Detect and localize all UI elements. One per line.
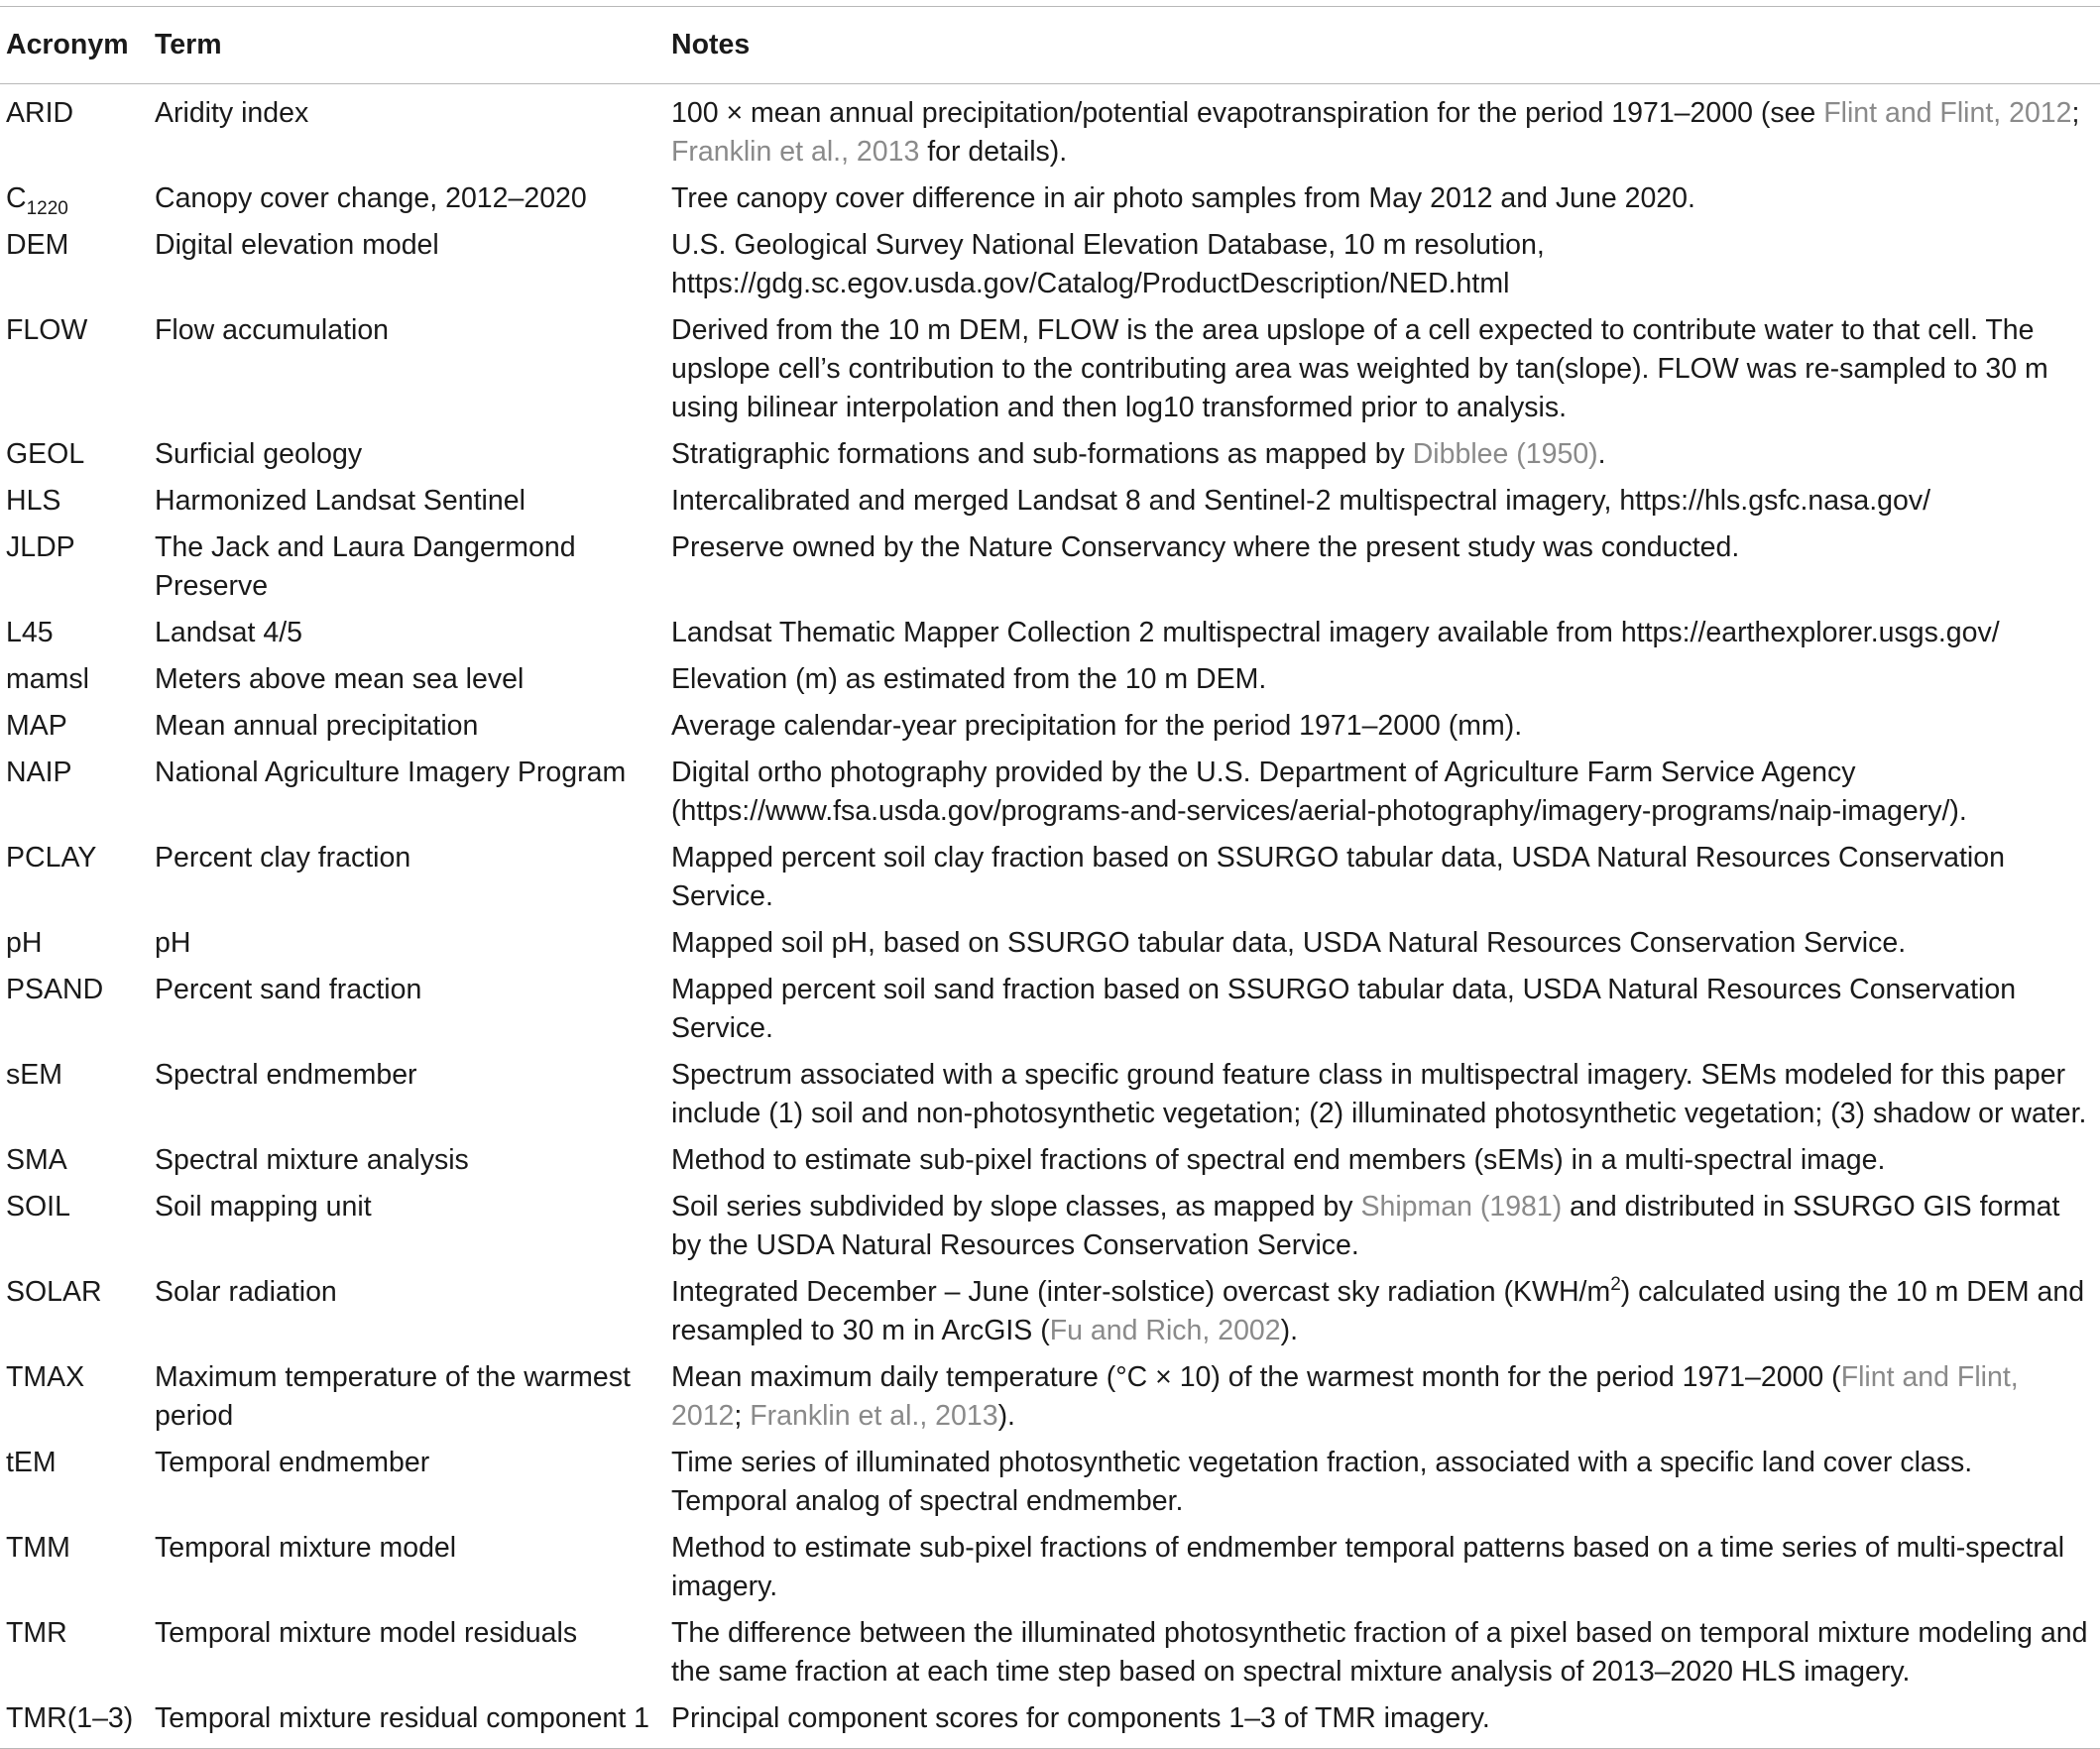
notes-text: 100 × mean annual precipitation/potential evapotranspiration for the period 1971–2000 (see bbox=[671, 97, 1824, 129]
term-cell: Temporal mixture model residuals bbox=[155, 1617, 578, 1649]
acronym-cell: SOLAR bbox=[6, 1276, 102, 1308]
table-row bbox=[0, 1525, 2100, 1610]
acronym-cell: tEM bbox=[6, 1447, 57, 1478]
notes-cell bbox=[665, 431, 2100, 478]
term-cell: Harmonized Landsat Sentinel bbox=[155, 485, 525, 517]
notes-text: Stratigraphic formations and sub-formations as mapped by bbox=[671, 438, 1413, 470]
acronym-cell: GEOL bbox=[6, 438, 85, 470]
notes-text: ) calculated using the 10 m DEM and resampled to 30 m in ArcGIS ( bbox=[671, 1276, 2085, 1346]
acronym-cell: SOIL bbox=[6, 1191, 70, 1223]
acronym-cell: mamsl bbox=[6, 663, 89, 695]
notes-text: and distributed in SSURGO GIS format by the USDA Natural Resources Conservation Service. bbox=[671, 1191, 2060, 1261]
notes-text: Soil series subdivided by slope classes, as mapped by bbox=[671, 1191, 1361, 1223]
table-row bbox=[0, 84, 2100, 176]
notes-cell: Digital ortho photography provided by the U.S. Department of Agriculture Farm Service Agency (https://www.fsa.usda.gov/programs-and-services/aerial-photography/imagery-programs/naip-imagery/). bbox=[671, 757, 1967, 827]
notes-cell: Mapped percent soil sand fraction based on SSURGO tabular data, USDA Natural Resources Conservation Service. bbox=[671, 974, 2017, 1044]
acronym-cell bbox=[0, 175, 149, 222]
acronym-cell: ARID bbox=[6, 97, 74, 129]
term-cell: Temporal mixture residual component 1 bbox=[155, 1702, 649, 1734]
notes-cell: Principal component scores for components 1–3 of TMR imagery. bbox=[671, 1702, 1490, 1734]
term-cell: Surficial geology bbox=[155, 438, 363, 470]
term-cell: Percent clay fraction bbox=[155, 842, 411, 874]
acronym-cell: NAIP bbox=[6, 757, 72, 788]
notes-cell: Mapped soil pH, based on SSURGO tabular data, USDA Natural Resources Conservation Service. bbox=[671, 927, 1907, 959]
acronym-cell: pH bbox=[6, 927, 43, 959]
notes-cell bbox=[665, 1269, 2100, 1354]
table-row bbox=[0, 307, 2100, 431]
header-acronym: Acronym bbox=[6, 29, 129, 60]
table-row bbox=[0, 967, 2100, 1052]
notes-cell: U.S. Geological Survey National Elevation Database, 10 m resolution, https://gdg.sc.egov.usda.gov/Catalog/ProductDescription/NED.html bbox=[671, 229, 1545, 299]
header-notes: Notes bbox=[671, 29, 751, 60]
term-cell: Spectral mixture analysis bbox=[155, 1144, 469, 1176]
term-cell: Digital elevation model bbox=[155, 229, 439, 261]
table-row bbox=[0, 920, 2100, 967]
notes-cell: Average calendar-year precipitation for the period 1971–2000 (mm). bbox=[671, 710, 1523, 742]
table-row bbox=[0, 1354, 2100, 1440]
citation-link[interactable]: Flint and Flint, 2012 bbox=[671, 1361, 2019, 1432]
notes-cell bbox=[665, 1354, 2100, 1440]
notes-text: for details). bbox=[919, 136, 1068, 168]
table-row bbox=[0, 525, 2100, 610]
notes-cell bbox=[665, 1184, 2100, 1269]
citation-link[interactable]: Shipman (1981) bbox=[1360, 1191, 1563, 1223]
acronym-cell: HLS bbox=[6, 485, 61, 517]
glossary-table bbox=[0, 6, 2100, 1749]
notes-cell: Derived from the 10 m DEM, FLOW is the area upslope of a cell expected to contribute water to that cell. The upslope cell’s contribution to the contributing area was weighted by tan(slope). FLOW was re-sampled to 30 m using bilinear interpolation and then log10 transformed prior to analysis. bbox=[671, 314, 2048, 423]
citation-link[interactable]: Dibblee (1950) bbox=[1412, 438, 1598, 470]
term-cell: Aridity index bbox=[155, 97, 309, 129]
notes-cell: The difference between the illuminated photosynthetic fraction of a pixel based on temporal mixture modeling and the same fraction at each time step based on spectral mixture analysis of 2013–2020 HLS imagery. bbox=[671, 1617, 2088, 1688]
citation-link[interactable]: Flint and Flint, 2012 bbox=[1823, 97, 2072, 129]
term-cell: The Jack and Laura Dangermond Preserve bbox=[155, 531, 576, 602]
term-cell: Percent sand fraction bbox=[155, 974, 422, 1005]
table-row bbox=[0, 1269, 2100, 1354]
notes-cell: Method to estimate sub-pixel fractions of endmember temporal patterns based on a time series of multi-spectral imagery. bbox=[671, 1532, 2065, 1602]
term-cell: Landsat 4/5 bbox=[155, 617, 302, 648]
table-row bbox=[0, 1610, 2100, 1695]
acronym-subscript: 1220 bbox=[26, 198, 68, 219]
citation-link[interactable]: Fu and Rich, 2002 bbox=[1049, 1315, 1281, 1346]
term-cell: Meters above mean sea level bbox=[155, 663, 525, 695]
notes-cell: Preserve owned by the Nature Conservancy where the present study was conducted. bbox=[671, 531, 1740, 563]
acronym-cell: JLDP bbox=[6, 531, 75, 563]
term-cell: Temporal mixture model bbox=[155, 1532, 457, 1564]
term-cell: Spectral endmember bbox=[155, 1059, 417, 1091]
citation-link[interactable]: Franklin et al., 2013 bbox=[671, 136, 920, 168]
acronym-cell: L45 bbox=[6, 617, 54, 648]
notes-text: . bbox=[1597, 438, 1606, 470]
notes-cell bbox=[665, 84, 2100, 176]
term-cell: Maximum temperature of the warmest period bbox=[155, 1361, 631, 1432]
notes-cell: Spectrum associated with a specific ground feature class in multispectral imagery. SEMs modeled for this paper include (1) soil and non-photosynthetic vegetation; (2) illuminated photosynthetic vegetation; (3) shadow or water. bbox=[671, 1059, 2087, 1129]
table-row bbox=[0, 1137, 2100, 1184]
term-cell: Flow accumulation bbox=[155, 314, 390, 346]
acronym-base: C bbox=[6, 182, 27, 214]
table-row bbox=[0, 656, 2100, 703]
term-cell: Canopy cover change, 2012–2020 bbox=[155, 182, 587, 214]
term-cell: Temporal endmember bbox=[155, 1447, 430, 1478]
table-row bbox=[0, 1184, 2100, 1269]
header-row bbox=[0, 7, 2100, 84]
superscript: 2 bbox=[1610, 1274, 1621, 1295]
notes-text: ). bbox=[997, 1400, 1015, 1432]
notes-cell: Method to estimate sub-pixel fractions of spectral end members (sEMs) in a multi-spectral image. bbox=[671, 1144, 1886, 1176]
acronym-cell: PSAND bbox=[6, 974, 104, 1005]
table-row bbox=[0, 610, 2100, 656]
term-cell: Solar radiation bbox=[155, 1276, 337, 1308]
notes-text: ; bbox=[734, 1400, 751, 1432]
table-row bbox=[0, 1695, 2100, 1749]
acronym-cell: TMAX bbox=[6, 1361, 85, 1393]
acronym-cell: sEM bbox=[6, 1059, 62, 1091]
notes-cell: Mapped percent soil clay fraction based on SSURGO tabular data, USDA Natural Resources Conservation Service. bbox=[671, 842, 2005, 912]
notes-text: Integrated December – June (inter-solstice) overcast sky radiation (KWH/m bbox=[671, 1276, 1611, 1308]
notes-text: ). bbox=[1280, 1315, 1299, 1346]
acronym-cell: TMR bbox=[6, 1617, 67, 1649]
table-row bbox=[0, 1440, 2100, 1525]
table-row bbox=[0, 175, 2100, 222]
notes-cell: Time series of illuminated photosynthetic vegetation fraction, associated with a specific land cover class. Temporal analog of spectral endmember. bbox=[671, 1447, 1973, 1517]
table-row bbox=[0, 431, 2100, 478]
term-cell: National Agriculture Imagery Program bbox=[155, 757, 627, 788]
notes-text: Mean maximum daily temperature (°C × 10) of the warmest month for the period 1971–2000 ( bbox=[671, 1361, 1841, 1393]
acronym-cell: SMA bbox=[6, 1144, 67, 1176]
table-row bbox=[0, 222, 2100, 307]
table-row bbox=[0, 703, 2100, 750]
notes-text: ; bbox=[2071, 97, 2080, 129]
acronym-cell: DEM bbox=[6, 229, 69, 261]
acronym-cell: MAP bbox=[6, 710, 67, 742]
citation-link[interactable]: Franklin et al., 2013 bbox=[750, 1400, 998, 1432]
header-term: Term bbox=[155, 29, 222, 60]
acronym-cell: TMM bbox=[6, 1532, 70, 1564]
term-cell: pH bbox=[155, 927, 191, 959]
table-row bbox=[0, 750, 2100, 835]
acronym-cell: TMR(1–3) bbox=[6, 1702, 134, 1734]
term-cell: Mean annual precipitation bbox=[155, 710, 479, 742]
notes-cell: Tree canopy cover difference in air photo samples from May 2012 and June 2020. bbox=[671, 182, 1695, 214]
term-cell: Soil mapping unit bbox=[155, 1191, 372, 1223]
table-row bbox=[0, 1052, 2100, 1137]
notes-cell: Landsat Thematic Mapper Collection 2 multispectral imagery available from https://earthexplorer.usgs.gov/ bbox=[671, 617, 2000, 648]
notes-cell: Intercalibrated and merged Landsat 8 and Sentinel-2 multispectral imagery, https://hls.gsfc.nasa.gov/ bbox=[671, 485, 1931, 517]
notes-cell: Elevation (m) as estimated from the 10 m DEM. bbox=[671, 663, 1267, 695]
table-row bbox=[0, 478, 2100, 525]
acronym-cell: FLOW bbox=[6, 314, 88, 346]
acronym-cell: PCLAY bbox=[6, 842, 97, 874]
table-row bbox=[0, 835, 2100, 920]
